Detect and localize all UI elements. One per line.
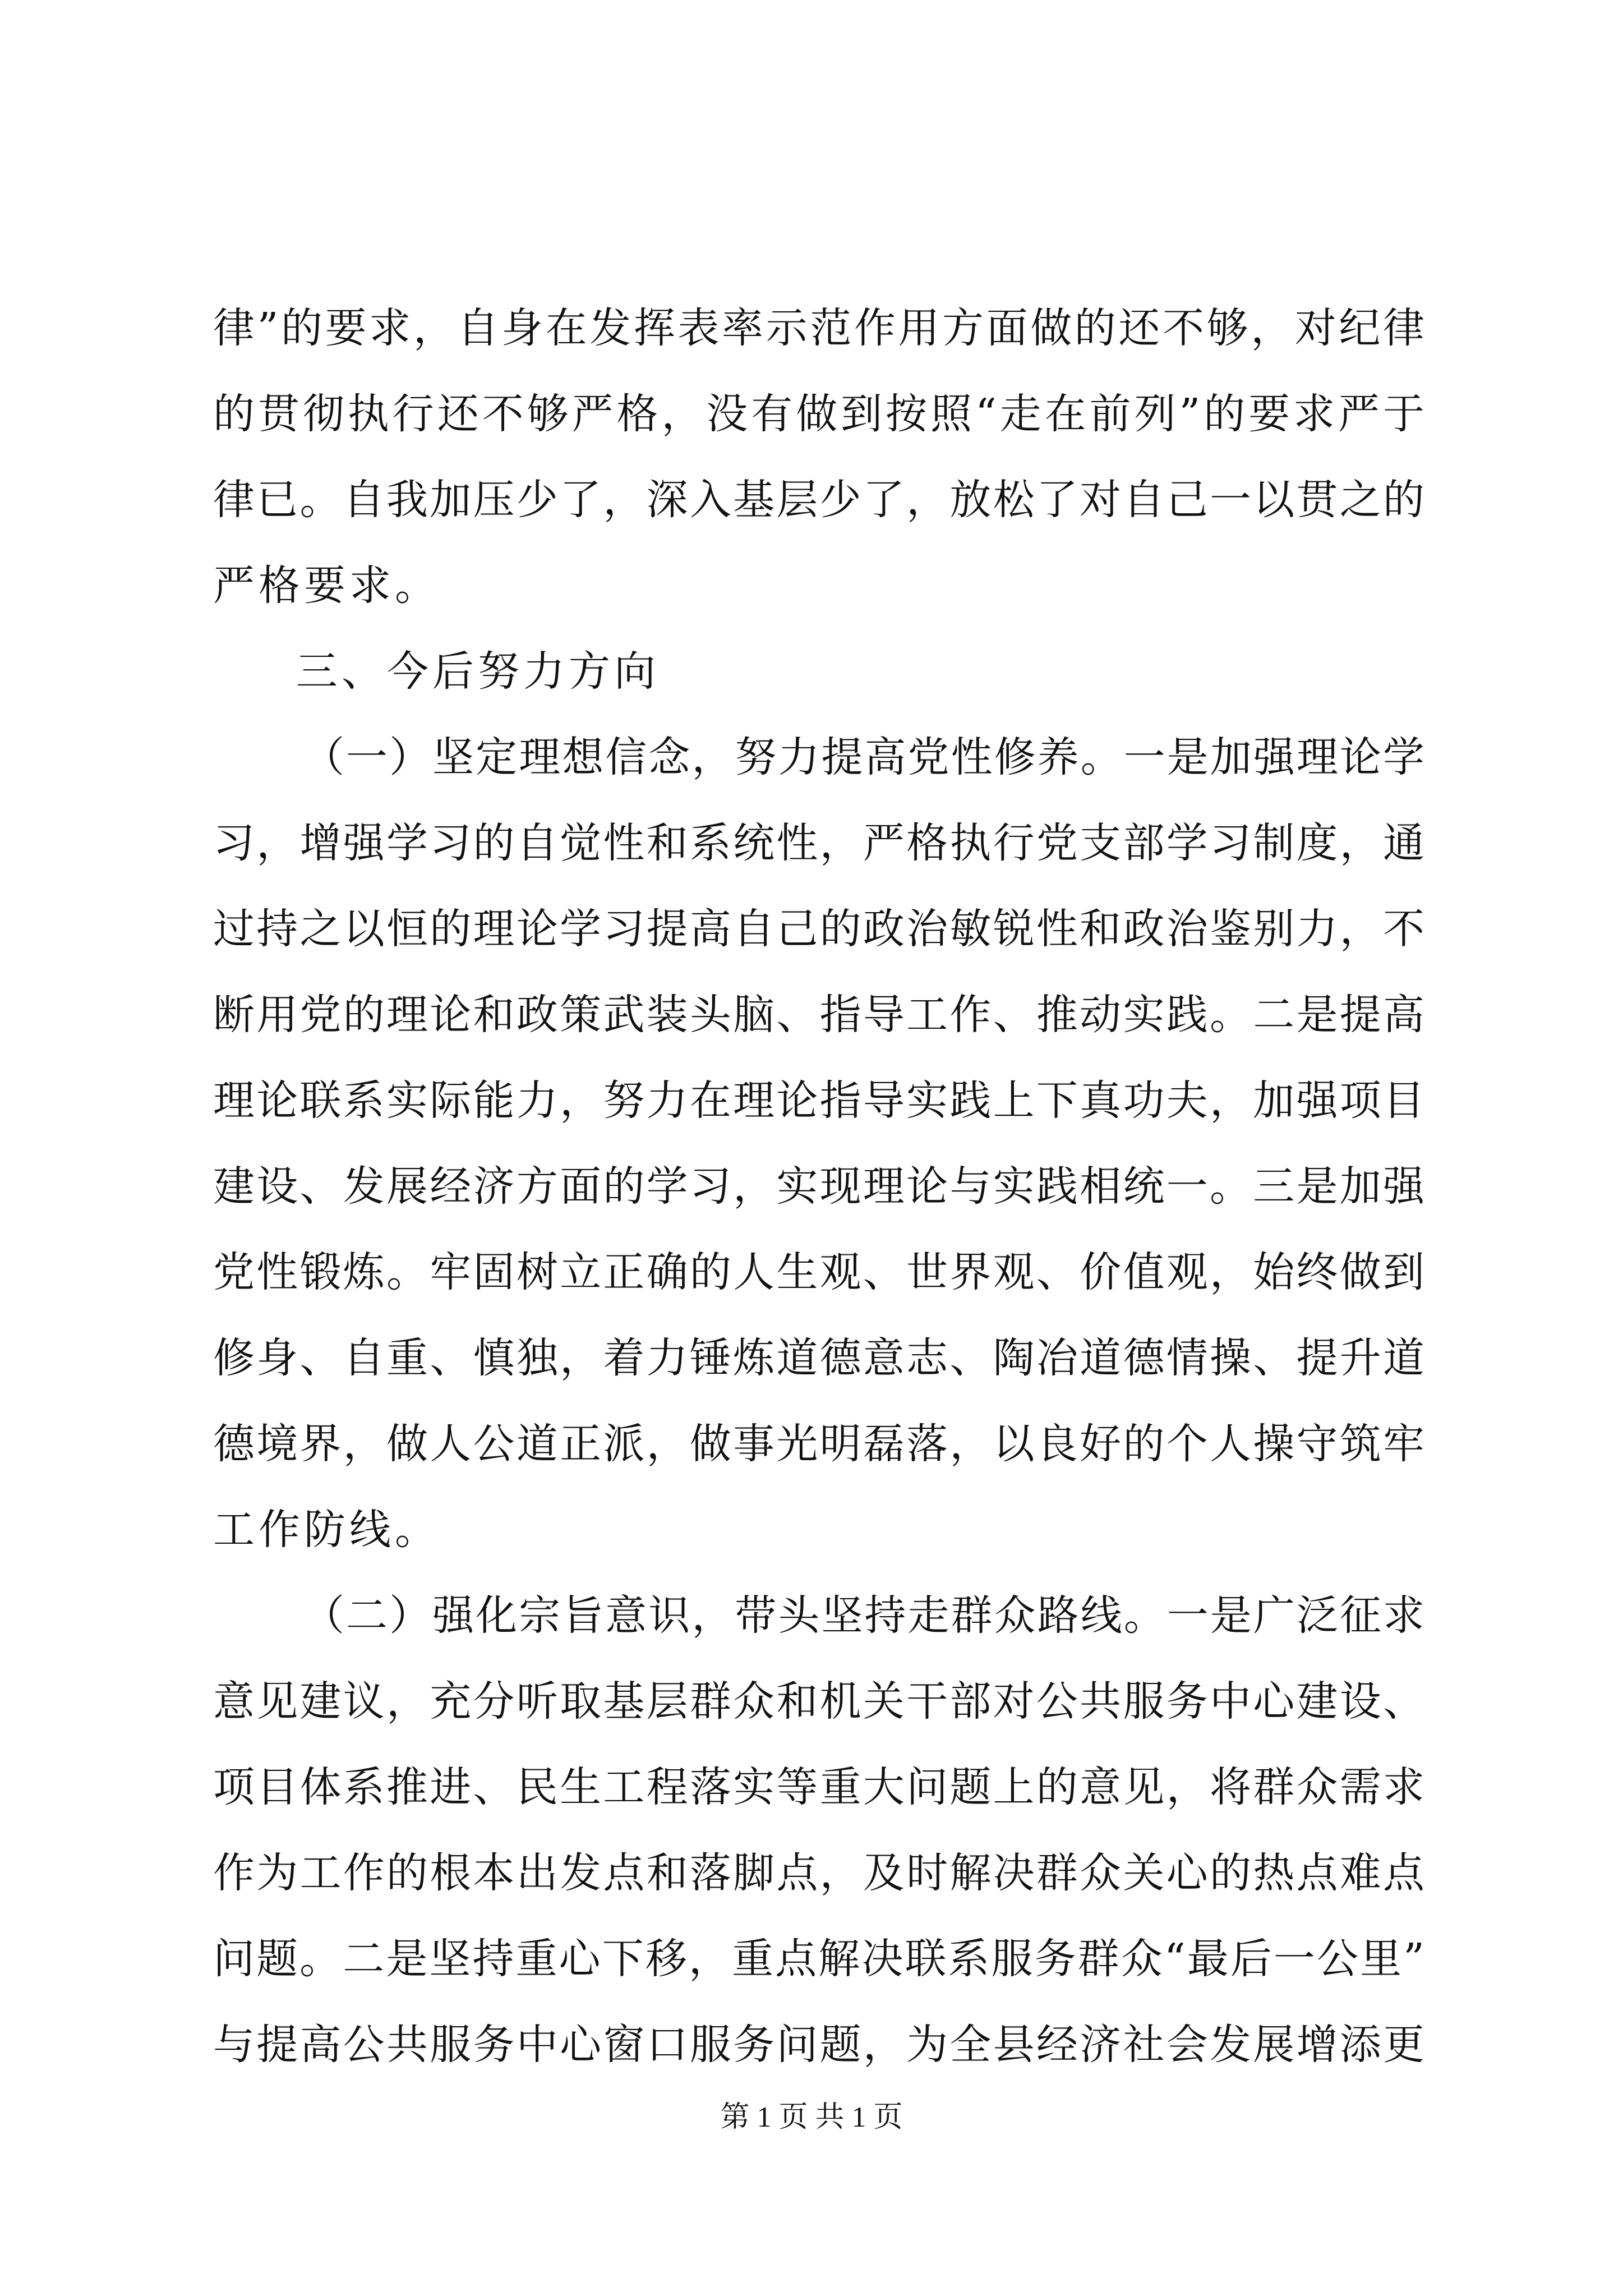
paragraph-line: 习，增强学习的自觉性和系统性，严格执行党支部学习制度，通 — [213, 819, 1424, 867]
paragraph-line: 律已。自我加压少了，深入基层少了，放松了对自己一以贯之的 — [213, 476, 1424, 524]
paragraph-line: 理论联系实际能力，努力在理论指导实践上下真功夫，加强项目 — [213, 1076, 1424, 1125]
paragraph-line: （二）强化宗旨意识，带头坚持走群众路线。一是广泛征求 — [303, 1591, 1424, 1640]
paragraph-line: （一）坚定理想信念，努力提高党性修养。一是加强理论学 — [303, 733, 1424, 781]
paragraph-line: 建设、发展经济方面的学习，实现理论与实践相统一。三是加强 — [213, 1162, 1424, 1211]
paragraph-line: 党性锻炼。牢固树立正确的人生观、世界观、价值观，始终做到 — [213, 1248, 1424, 1296]
section-heading: 三、今后努力方向 — [296, 647, 660, 696]
paragraph-line: 断用党的理论和政策武装头脑、指导工作、推动实践。二是提高 — [213, 991, 1424, 1039]
page-footer: 第 1 页 共 1 页 — [720, 2101, 903, 2133]
paragraph-line: 项目体系推进、民生工程落实等重大问题上的意见，将群众需求 — [213, 1763, 1424, 1811]
paragraph-line: 问题。二是坚持重心下移，重点解决联系服务群众“最后一公里” — [213, 1935, 1424, 1983]
paragraph-line: 意见建议，充分听取基层群众和机关干部对公共服务中心建设、 — [213, 1677, 1424, 1726]
paragraph-line: 作为工作的根本出发点和落脚点，及时解决群众关心的热点难点 — [213, 1849, 1424, 1897]
paragraph-line: 修身、自重、慎独，着力锤炼道德意志、陶冶道德情操、提升道 — [213, 1334, 1424, 1382]
paragraph-line: 律”的要求，自身在发挥表率示范作用方面做的还不够，对纪律 — [213, 304, 1424, 352]
paragraph-line: 德境界，做人公道正派，做事光明磊落，以良好的个人操守筑牢 — [213, 1420, 1424, 1468]
paragraph-line: 严格要求。 — [213, 562, 440, 610]
paragraph-line: 与提高公共服务中心窗口服务问题，为全县经济社会发展增添更 — [213, 2021, 1424, 2069]
paragraph-line: 过持之以恒的理论学习提高自己的政治敏锐性和政治鉴别力，不 — [213, 905, 1424, 953]
paragraph-line: 工作防线。 — [213, 1506, 440, 1554]
paragraph-line: 的贯彻执行还不够严格，没有做到按照“走在前列”的要求严于 — [213, 390, 1424, 438]
